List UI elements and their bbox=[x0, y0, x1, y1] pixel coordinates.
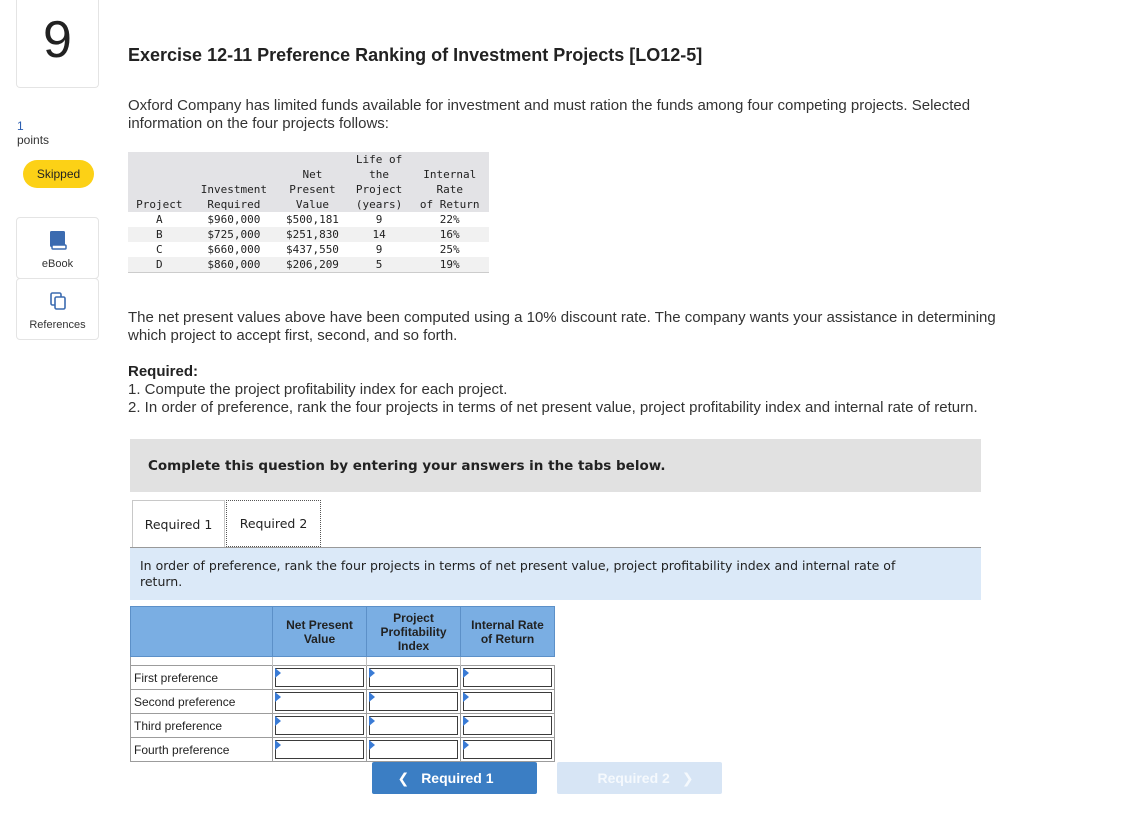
irr-rank-input-4[interactable] bbox=[461, 738, 555, 762]
table-row bbox=[131, 690, 555, 714]
tab-instruction-line-2: return. bbox=[140, 574, 183, 589]
irr-rank-input-2[interactable] bbox=[461, 690, 555, 714]
cell-project: D bbox=[128, 257, 191, 273]
intro-text bbox=[128, 97, 970, 133]
cell-investment: $725,000 bbox=[191, 227, 277, 242]
dropdown-marker-icon bbox=[275, 716, 281, 726]
col-header-life: Life of the Project (years) bbox=[348, 152, 411, 212]
book-icon bbox=[49, 230, 67, 250]
dropdown-marker-icon bbox=[463, 668, 469, 678]
points-display bbox=[17, 119, 49, 147]
npv-rank-input-2[interactable] bbox=[273, 690, 367, 714]
ebook-button[interactable] bbox=[16, 217, 99, 279]
tab-instruction-line-1: In order of preference, rank the four projects in terms of net present value, project profitability index and internal rate of bbox=[140, 558, 896, 573]
points-label: points bbox=[17, 133, 50, 147]
instruction-banner bbox=[130, 439, 981, 492]
tab-required-2[interactable]: Required 2 bbox=[226, 500, 321, 547]
dropdown-marker-icon bbox=[369, 740, 375, 750]
cell-life: 5 bbox=[348, 257, 411, 273]
table-row bbox=[131, 714, 555, 738]
references-label: References bbox=[29, 319, 86, 331]
dropdown-marker-icon bbox=[275, 668, 281, 678]
intro-line-2: information on the four projects follows: bbox=[128, 115, 389, 132]
discount-note bbox=[128, 309, 996, 345]
dropdown-marker-icon bbox=[369, 692, 375, 702]
cell-investment: $860,000 bbox=[191, 257, 277, 273]
ranking-header-ppi: Project Profitability Index bbox=[367, 607, 461, 657]
references-button[interactable] bbox=[16, 278, 99, 340]
note-line-2: which project to accept first, second, and so forth. bbox=[128, 327, 458, 344]
question-number-box bbox=[16, 0, 99, 88]
points-value: 1 bbox=[17, 119, 24, 133]
ppi-rank-input-2[interactable] bbox=[367, 690, 461, 714]
dropdown-marker-icon bbox=[369, 716, 375, 726]
cell-project: A bbox=[156, 213, 163, 226]
cell-investment: $660,000 bbox=[207, 243, 261, 256]
intro-line-1: Oxford Company has limited funds available for investment and must ration the funds among four competing projects. Selected bbox=[128, 97, 971, 114]
copy-icon bbox=[49, 291, 67, 311]
ppi-rank-input-4[interactable] bbox=[367, 738, 461, 762]
dropdown-marker-icon bbox=[463, 740, 469, 750]
note-line-1: The net present values above have been computed using a 10% discount rate. The company wants your assistance in determining bbox=[128, 309, 996, 326]
row-label: First preference bbox=[131, 666, 273, 690]
next-button-label: Required 2 bbox=[597, 770, 670, 786]
cell-irr: 25% bbox=[439, 243, 460, 256]
row-label: Third preference bbox=[131, 714, 273, 738]
cell-life: 14 bbox=[348, 227, 411, 242]
table-row bbox=[128, 257, 489, 273]
cell-life: 9 bbox=[375, 213, 383, 226]
dropdown-marker-icon bbox=[275, 692, 281, 702]
required-item-2: 2. In order of preference, rank the four projects in terms of net present value, project profitability index and internal rate of return. bbox=[128, 399, 978, 416]
next-required-button[interactable] bbox=[557, 762, 722, 794]
table-row bbox=[128, 227, 489, 242]
col-header-investment: Investment Required bbox=[191, 152, 277, 212]
required-item-1: 1. Compute the project profitability index for each project. bbox=[128, 381, 508, 398]
npv-rank-input-3[interactable] bbox=[273, 714, 367, 738]
exercise-title: Exercise 12-11 Preference Ranking of Investment Projects [LO12-5] bbox=[128, 45, 703, 65]
cell-project: C bbox=[156, 243, 163, 256]
question-number: 9 bbox=[43, 10, 72, 69]
ranking-table bbox=[130, 606, 555, 762]
tab-required-1[interactable]: Required 1 bbox=[132, 500, 225, 547]
prev-button-label: Required 1 bbox=[421, 770, 494, 786]
ranking-header-blank bbox=[131, 607, 273, 657]
dropdown-marker-icon bbox=[463, 716, 469, 726]
ranking-header-irr: Internal Rate of Return bbox=[461, 607, 555, 657]
cell-irr: 22% bbox=[439, 213, 460, 226]
instruction-banner-text: Complete this question by entering your answers in the tabs below. bbox=[148, 457, 666, 474]
chevron-left-icon: ❮ bbox=[397, 769, 410, 786]
table-row bbox=[128, 212, 489, 227]
col-header-irr: Internal Rate of Return bbox=[410, 152, 489, 212]
tab-instruction bbox=[130, 548, 981, 600]
ebook-label: eBook bbox=[41, 258, 74, 270]
cell-life: 9 bbox=[375, 243, 383, 256]
ppi-rank-input-3[interactable] bbox=[367, 714, 461, 738]
status-badge: Skipped bbox=[23, 160, 94, 188]
spacer-row bbox=[131, 657, 555, 666]
required-heading: Required: bbox=[128, 363, 199, 380]
irr-rank-input-1[interactable] bbox=[461, 666, 555, 690]
table-row bbox=[128, 242, 489, 257]
cell-project: B bbox=[128, 227, 191, 242]
dropdown-marker-icon bbox=[275, 740, 281, 750]
ppi-rank-input-1[interactable] bbox=[367, 666, 461, 690]
cell-irr: 16% bbox=[410, 227, 489, 242]
table-row bbox=[131, 738, 555, 762]
cell-npv: $500,181 bbox=[285, 213, 339, 226]
cell-npv: $206,209 bbox=[277, 257, 348, 273]
cell-npv: $437,550 bbox=[285, 243, 339, 256]
col-header-project: Project bbox=[128, 152, 191, 212]
col-header-npv: Net Present Value bbox=[277, 152, 348, 212]
ranking-header-npv: Net Present Value bbox=[273, 607, 367, 657]
cell-npv: $251,830 bbox=[277, 227, 348, 242]
irr-rank-input-3[interactable] bbox=[461, 714, 555, 738]
dropdown-marker-icon bbox=[369, 668, 375, 678]
npv-rank-input-4[interactable] bbox=[273, 738, 367, 762]
npv-rank-input-1[interactable] bbox=[273, 666, 367, 690]
row-label: Fourth preference bbox=[131, 738, 273, 762]
table-row bbox=[131, 666, 555, 690]
cell-investment: $960,000 bbox=[207, 213, 261, 226]
prev-required-button[interactable] bbox=[372, 762, 537, 794]
projects-table bbox=[128, 152, 489, 273]
chevron-right-icon: ❯ bbox=[681, 769, 694, 786]
dropdown-marker-icon bbox=[463, 692, 469, 702]
row-label: Second preference bbox=[131, 690, 273, 714]
cell-irr: 19% bbox=[410, 257, 489, 273]
